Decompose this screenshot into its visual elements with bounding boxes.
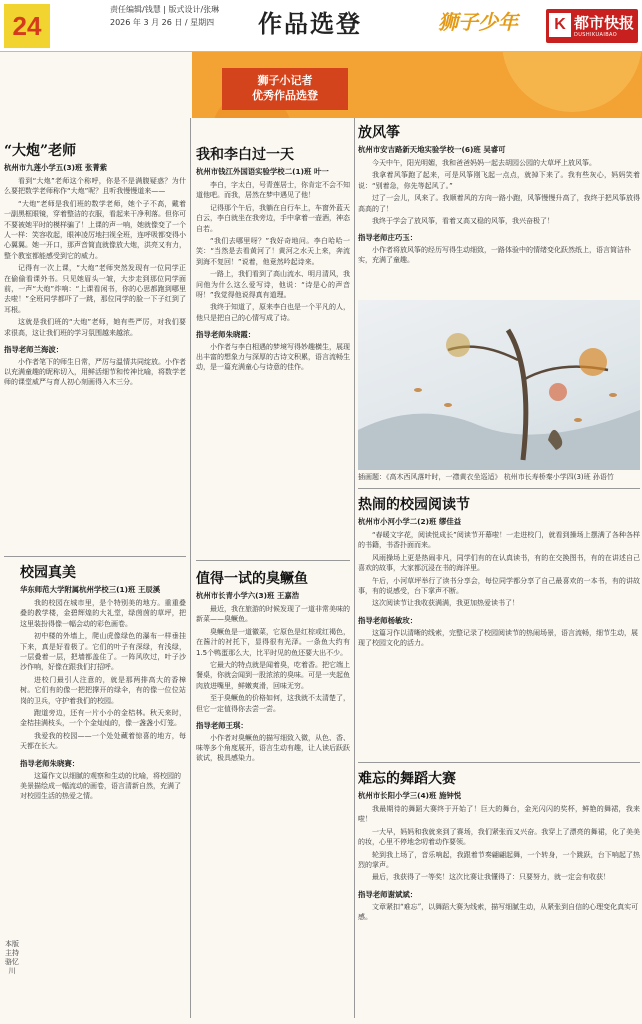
article-author: 杭州市安吉路新天地实验学校一(6)班 吴睿可 [358,145,506,154]
article-title: “大炮”老师 [4,143,77,159]
teacher-comment-text: 这篇习作以清晰的线索，完整记录了校园阅读节的热闹场景，语言流畅，细节生动，展现了校园文化的活力。 [358,628,638,647]
article-title: 放风筝 [358,125,400,141]
article-paragraph: 午后，小河草坪举行了读书分享会，每位同学都分享了自己最喜欢的一本书，有的讲故事，有的说感受，台下掌声不断。 [358,576,640,596]
teacher-comment [358,887,640,922]
article-paragraph: 我终于学会了放风筝，看着又高又稳的风筝，我兴奋极了！ [372,217,554,226]
article-title: 值得一试的臭鳜鱼 [196,571,308,587]
teacher-comment [358,613,640,648]
banner-line-2: 优秀作品选登 [252,90,318,102]
article-paragraph: “我们去哪里呀？”我好奇地问。李白哈哈一笑：“当然是去看黄河了！黄河之水天上来，奔流到海不复回！”说着，他竟然吟起诗来。 [196,237,350,266]
article-author: 杭州市小河小学二(2)班 缪佳益 [358,517,462,526]
article-dance-contest [358,768,640,1018]
article-paragraph: 我爱我的校园——一个处处藏着惊喜的地方，每天都在长大。 [20,731,186,751]
article-author: 杭州市钱江外国语实验学校二(1)班 叶一 [196,167,329,176]
article-paragraph: 最近，我在旅游的时候发现了一道非常美味的新菜——臭鳜鱼。 [196,605,350,624]
article-paragraph: “大炮”老师是我们班的数学老师，她个子不高，戴着一副黑框眼镜，穿着整洁的衣服，看起来干净利落。但你可不要被她平时的模样骗了！上课的声一响，她就像变了一个人一样：笑容收起，眼神凌厉地扫视全班，连呼吸都变得小心翼翼。她一开口，那声音简直就像放大炮，洪亮又有力，整个教室都能感受到它的威力。 [4,199,186,260]
newspaper-logo [546,9,638,43]
article-paragraph: 它最大的特点就是闻着臭，吃着香。把它端上餐桌，你就会闻到一股浓浓的臭味。可是一夹起鱼肉放进嘴里，鲜嫩爽滑，回味无穷。 [196,661,350,690]
teacher-comment-text: 小作者笔下的师生日常，严厉与温情共同绽放。小作者以充满童趣的昵称切入，用鲜活细节和传神比喻，将数学老师的课堂威严与育人初心刻画得入木三分。 [4,358,186,387]
teacher-name: 指导老师庄巧玉： [358,233,418,243]
logo-mark-icon: K [549,13,571,37]
article-paragraph: 至于臭鳜鱼的价格如何，这我就不太清楚了，但它一定值得你去尝一尝。 [196,694,350,713]
row-divider [358,488,640,489]
article-paragraph: 一路上，我们看到了高山流水、明月清风，我问他为什么这么爱写诗，他说：“诗是心的声音呀！”我觉得他说得真有道理。 [196,270,350,300]
article-author: 华东师范大学附属杭州学校三(1)班 王辰溪 [20,585,161,594]
row-divider [4,556,186,557]
article-paragraph: 记得有一次上课，“大炮”老师突然发现有一位同学正在偷偷看课外书。只见她眉头一皱，大步走到那位同学面前，一声“大炮”炸响：“上课看闲书，你的心思都跑到哪里去啦！”全班同学都吓了一跳，那位同学的脸一下子红到了耳根。 [4,264,186,314]
article-title: 热闹的校园阅读节 [358,497,470,513]
teacher-comment-text: 文章紧扣“难忘”，以舞蹈大赛为线索，描写细腻生动，从紧张到自信的心理变化真实可感。 [358,902,639,921]
article-paragraph: 初中楼的外墙上，爬山虎像绿色的瀑布一样垂挂下来，真是好看极了。它们的叶子有深绿，有浅绿，一层叠着一层，把墙都盖住了。一阵风吹过，叶子沙沙作响，好像在跟我们打招呼。 [20,632,186,672]
teacher-comment [4,342,186,387]
painting-illustration [358,300,640,470]
article-paragraph: 我终于知道了，原来李白也是一个平凡的人，他只是把自己的心情写成了诗。 [196,303,350,322]
row-divider [196,560,350,561]
banner-line-1: 狮子小记者 [257,75,313,87]
logo-name: 都市快报 [574,15,635,32]
teacher-comment-text: 这篇作文以细腻的观察和生动的比喻，将校园的美景描绘成一幅流动的画卷，语言清新自然，充满了对校园生活的热爱之情。 [20,771,181,800]
article-author: 杭州市长阳小学三(4)班 施钟悦 [358,791,462,800]
article-paragraph: 看到“大炮”老师这个称呼，你是不是满腹疑惑？为什么要把数学老师称作“大炮”呢？且听我慢慢道来—— [4,177,186,196]
teacher-comment-text: 小作者与李白相遇的梦境写得妙趣横生，展现出丰富的想象力与深厚的古诗文积累，语言流畅生动，是一篇充满童心与诗意的佳作。 [196,343,350,372]
article-paragraph: 我最期待的舞蹈大赛终于开始了！巨大的舞台，金光闪闪的奖杯，鲜艳的舞裙，我来啦！ [358,805,640,824]
article-paragraph: 轮到我上场了，音乐响起，我跟着节奏翩翩起舞，一个转身，一个跳跃，台下响起了热烈的掌声。 [358,850,640,870]
article-title: 我和李白过一天 [196,147,294,163]
article-paragraph: 跑道旁边，还有一片小小的金桔林。秋天来时，金桔挂满枝头，一个个金灿灿的，像一盏盏小灯笼。 [20,709,186,728]
article-paragraph: 进校门最引人注意的，就是那两排高大的香樟树。它们有的像一把把撑开的绿伞，有的像一位位站岗的卫兵，守护着我们的校园。 [20,675,186,705]
article-paragraph: 李白，字太白，号青莲居士，你肯定不会不知道他吧。而我，居然在梦中遇见了他！ [196,181,350,200]
article-paragraph: 风雨操场上更是热闹非凡，同学们有的在认真读书，有的在交换图书，有的在讲述自己喜欢的故事，大家都沉浸在书的海洋里。 [358,553,640,573]
article-paragraph: 我拿着风筝跑了起来，可是风筝刚飞起一点点，就掉下来了。我有些灰心，妈妈笑着说：“别着急，你先等起风了。” [358,171,640,190]
banner-label [222,68,348,110]
article-paragraph: 一大早，妈妈和我就来到了赛场，我们紧张而又兴奋。我穿上了漂亮的舞裙，化了美美的妆，心里不停地念叨着动作要领。 [358,827,640,847]
article-paragraph: “春暖文字花，阅读悦成长”阅读节开幕啦！一走进校门，就看到操场上摆满了各种各样的书籍，书香扑面而来。 [358,531,640,550]
brand-title: 狮子少年 [438,10,518,34]
article-author: 杭州市长青小学六(3)班 王嘉浩 [196,591,300,600]
editors-line: 责任编辑/钱慧 | 版式设计/张琳 [110,5,220,14]
article-beautiful-campus [20,562,186,1018]
date-line: 2026 年 3 月 26 日 / 星期四 [110,18,215,27]
article-paragraph: 这次阅读节让我收获满满，我更加热爱读书了！ [372,599,519,608]
article-big-cannon-teacher [4,140,186,550]
article-title: 校园真美 [20,565,76,581]
article-flying-kite [358,122,640,298]
article-day-with-libai [196,144,350,556]
article-paragraph: 今天中午，阳光明媚，我和爸爸妈妈一起去胡园公园的大草坪上放风筝。 [372,159,596,167]
page-number: 24 [4,4,50,48]
logo-english: DUSHIKUAIBAO [574,32,618,38]
article-title: 难忘的舞蹈大赛 [358,771,456,787]
article-stinky-mandarin-fish [196,568,350,1018]
page-host: 本版主持 骆忆川 [5,940,19,975]
article-paragraph: 我的校园在城市里，是个特别美的地方。重重叠叠的教学楼，金碧辉煌的大礼堂，绿茵茵的草坪，把这里装扮得像一幅会动的彩色画卷。 [20,599,186,628]
teacher-name: 指导老师朱晓赛： [20,758,80,768]
teacher-comment [20,756,186,801]
article-paragraph: 臭鳜鱼是一道徽菜，它原色是红棕或红褐色，在酱汁的衬托下，显得很有光泽。一条鱼大约有1.5个鸭蛋那么大，比平时见的鱼还要大出不少。 [196,627,350,657]
painting-caption: 插画题：《高木西风落叶时，一襟黄衣坐巡适》 杭州市长寿桥秦小学四(3)班 孙语竹 [358,473,614,481]
article-paragraph: 这就是我们班的“大炮”老师，她有些严厉，对我们要求很高，这让我们班的学习氛围越来越浓。 [4,318,186,337]
article-paragraph: 过了一会儿，风来了。我顺着风的方向一路小跑，风筝慢慢升高了，我终于把风筝放得高高的了！ [358,194,640,213]
article-paragraph: 记得那个午后，我躺在自行车上，车窗外蓝天白云，李白就坐在我旁边，手中拿着一壶酒，神态自若。 [196,203,350,233]
row-divider [358,762,640,763]
article-reading-festival [358,494,640,758]
teacher-comment-text: 小作者对臭鳜鱼的描写细致入微，从色、香、味等多个角度展开，语言生动有趣，让人读后跃跃欲试，极具感染力。 [196,734,350,763]
teacher-comment-text: 小作者将放风筝的经历写得生动细致，一路体验中的情绪变化跃然纸上，语言简洁朴实，充满了童趣。 [358,246,631,265]
column-divider [354,118,355,1018]
article-paragraph: 最后，我获得了一等奖！这次比赛让我懂得了：只要努力，就一定会有收获！ [372,873,610,882]
section-title: 作品选登 [258,9,362,38]
teacher-comment [196,327,350,372]
student-painting [358,300,640,470]
teacher-comment [196,718,350,763]
column-divider [190,118,191,1018]
teacher-name: 指导老师王琪： [196,721,248,731]
teacher-name: 指导老师谢斌斌： [358,889,418,899]
article-author: 杭州市九莲小学五(3)班 张菁紫 [4,163,108,172]
teacher-name: 指导老师杨敏玫： [358,615,418,625]
teacher-name: 指导老师兰海波： [4,345,64,355]
teacher-name: 指导老师朱晓霞： [196,330,256,340]
teacher-comment [358,230,640,265]
